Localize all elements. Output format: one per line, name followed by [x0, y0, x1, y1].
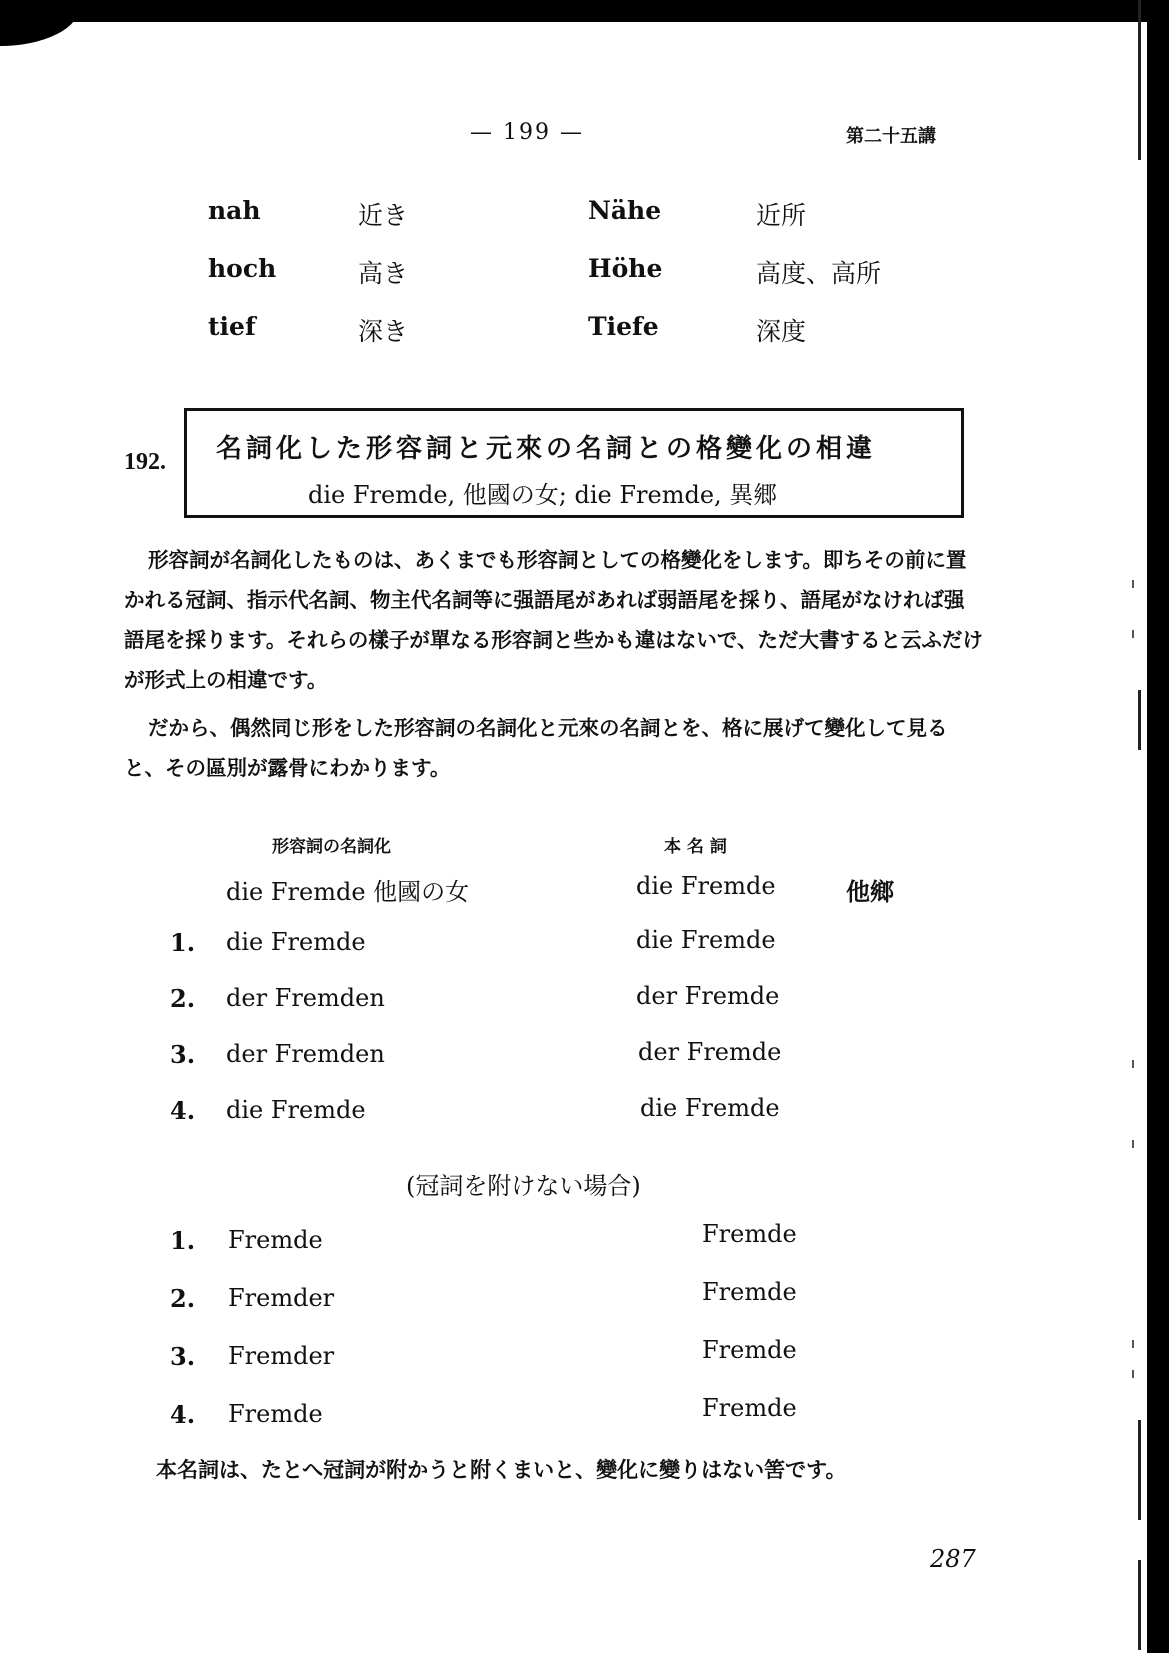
scan-right-edge	[1147, 0, 1169, 1653]
vocab-noun: Tiefe	[588, 312, 659, 341]
vocab-adjective: tief	[208, 312, 256, 341]
scan-margin-line	[1138, 1420, 1141, 1520]
table-cell-adjectival: Fremder	[228, 1342, 335, 1370]
scan-speck	[1132, 1340, 1134, 1348]
body-paragraph: だから、偶然同じ形をした形容詞の名詞化と元來の名詞とを、格に展げて變化して見ると、その區別が露骨にわかります。	[124, 716, 948, 780]
case-number: 2.	[170, 984, 196, 1013]
conclusion-text: 本名詞は、たとへ冠詞が附かうと附くまいと、變化に變りはない筈です。	[156, 1457, 847, 1482]
vocab-adjective-meaning: 高き	[358, 259, 409, 288]
vocab-adjective: hoch	[208, 254, 277, 283]
table-cell-noun: Fremde	[702, 1336, 797, 1364]
table-cell-noun: Fremde	[702, 1394, 797, 1422]
table-example-right: die Fremde	[636, 872, 776, 900]
table-heading-true-noun: 本 名 詞	[664, 837, 727, 857]
scan-speck	[1132, 580, 1134, 588]
scan-margin-line	[1138, 690, 1141, 750]
vocab-noun-meaning: 深度	[756, 317, 807, 346]
scan-speck	[1132, 1140, 1134, 1148]
table-cell-adjectival: der Fremden	[226, 1040, 385, 1068]
vocab-adjective-meaning: 近き	[358, 201, 409, 230]
scan-speck	[1132, 630, 1134, 638]
no-article-note: (冠詞を附けない場合)	[406, 1172, 641, 1200]
table-cell-adjectival: Fremder	[228, 1284, 335, 1312]
case-number: 1.	[170, 928, 196, 957]
vocab-noun: Höhe	[588, 254, 663, 283]
vocab-adjective-meaning: 深き	[358, 317, 409, 346]
scan-margin-line	[1138, 1560, 1141, 1650]
table-example-left: die Fremde 他國の女	[226, 878, 470, 906]
table-cell-adjectival: der Fremden	[226, 984, 385, 1012]
table-cell-adjectival: Fremde	[228, 1400, 323, 1428]
body-paragraph: 形容詞が名詞化したものは、あくまでも形容詞としての格變化をします。即ちその前に置かれる冠詞、指示代名詞、物主代名詞等に强語尾があれば弱語尾を採り、語尾がなければ强語尾を採ります。それらの樣子が單なる形容詞と些かも違はないで、ただ大書すると云ふだけが形式上の相違です。	[124, 548, 983, 692]
table-cell-noun: die Fremde	[636, 926, 776, 954]
folio-number: 287	[930, 1545, 976, 1573]
scan-speck	[1132, 1060, 1134, 1068]
section-number: 192.	[124, 449, 166, 475]
case-number: 4.	[170, 1400, 196, 1429]
table-cell-noun: die Fremde	[640, 1094, 780, 1122]
page-number: — 199 —	[470, 120, 584, 145]
table-cell-adjectival: Fremde	[228, 1226, 323, 1254]
case-number: 3.	[170, 1342, 196, 1371]
vocab-noun: Nähe	[588, 196, 662, 225]
table-cell-noun: der Fremde	[636, 982, 780, 1010]
vocab-adjective: nah	[208, 196, 261, 225]
scan-speck	[1132, 1370, 1134, 1378]
vocab-noun-meaning: 高度、高所	[756, 259, 882, 288]
table-example-right-meaning: 他鄉	[846, 877, 894, 906]
table-heading-adjectival-noun: 形容詞の名詞化	[272, 837, 391, 857]
case-number: 4.	[170, 1096, 196, 1125]
case-number: 1.	[170, 1226, 196, 1255]
section-subtitle: die Fremde, 他國の女; die Fremde, 異郷	[308, 481, 778, 509]
table-cell-adjectival: die Fremde	[226, 928, 366, 956]
section-title: 名詞化した形容詞と元來の名詞との格變化の相違	[216, 434, 877, 464]
table-cell-noun: Fremde	[702, 1278, 797, 1306]
table-cell-noun: Fremde	[702, 1220, 797, 1248]
scan-margin-line	[1138, 0, 1141, 160]
table-cell-noun: der Fremde	[638, 1038, 782, 1066]
vocab-noun-meaning: 近所	[756, 201, 807, 230]
table-cell-adjectival: die Fremde	[226, 1096, 366, 1124]
case-number: 3.	[170, 1040, 196, 1069]
chapter-label: 第二十五講	[846, 126, 936, 147]
scan-top-edge	[0, 0, 1169, 22]
case-number: 2.	[170, 1284, 196, 1313]
scan-corner-shadow	[0, 0, 80, 46]
